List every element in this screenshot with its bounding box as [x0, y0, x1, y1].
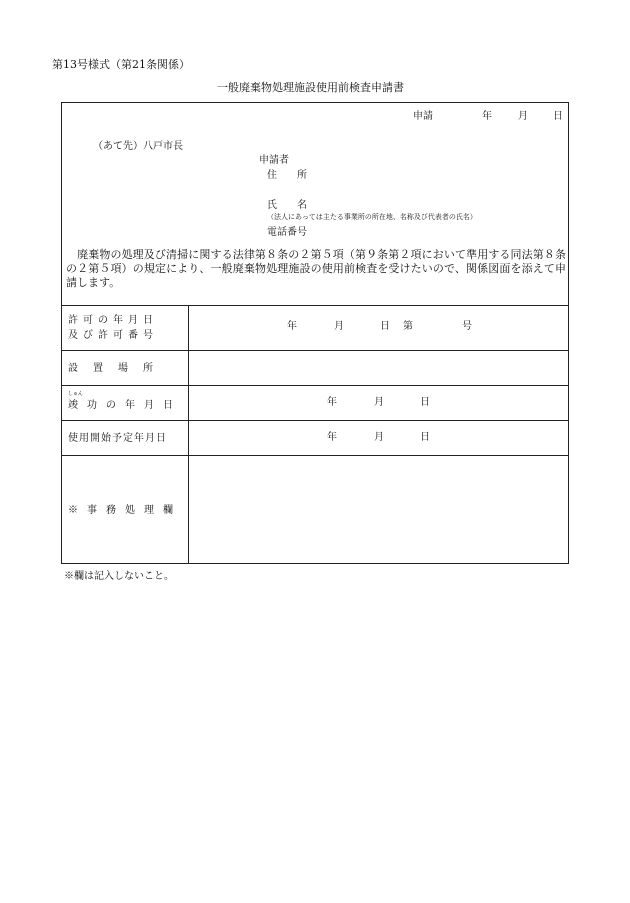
applicant-phone-label: 電話番号 [267, 227, 307, 238]
row-divider-3 [62, 420, 568, 421]
application-year-label: 年 [482, 111, 492, 122]
permit-month: 月 [334, 321, 344, 332]
completion-ruby: しゅん [68, 391, 84, 397]
row-divider-2 [62, 385, 568, 386]
application-month-label: 月 [518, 111, 528, 122]
page-title: 一般廃棄物処理施設使用前検査申請書 [217, 81, 404, 94]
form-number: 第13号様式（第21条関係） [52, 58, 190, 71]
footnote: ※欄は記入しないこと。 [64, 571, 174, 582]
location-label: 設置場所 [68, 363, 168, 374]
application-form [61, 102, 569, 564]
permit-year: 年 [287, 321, 297, 332]
applicant-name-note: （法人にあっては主たる事業所の所在地、名称及び代表者の氏名） [267, 213, 477, 221]
completion-date-label: 竣功の年月日 [68, 400, 182, 411]
permit-date-label: 許可の年月日 [68, 315, 158, 326]
row-divider-1 [62, 350, 568, 351]
office-use-label: ※事務処理欄 [68, 505, 182, 516]
permit-go: 号 [462, 321, 472, 332]
row-divider-4 [62, 455, 568, 456]
permit-day: 日 [380, 321, 390, 332]
completion-day: 日 [420, 397, 430, 408]
applicant-name-label: 氏 名 [267, 200, 307, 211]
addressee: （あて先）八戸市長 [93, 141, 183, 152]
application-day-label: 日 [553, 111, 563, 122]
applicant-heading: 申請者 [259, 155, 289, 166]
permit-number-label: 及び許可番号 [68, 330, 158, 341]
applicant-address-label: 住 所 [267, 170, 307, 181]
permit-dai: 第 [403, 321, 413, 332]
application-statement: 廃棄物の処理及び清掃に関する法律第８条の２第５項（第９条第２項において準用する同法第８条の２第５項）の規定により、一般廃棄物処理施設の使用前検査を受けたいので、関係図面を添えて申請します。 [66, 248, 566, 289]
start-day: 日 [420, 432, 430, 443]
column-divider [188, 305, 189, 563]
start-month: 月 [374, 432, 384, 443]
application-date-label: 申請 [413, 111, 433, 122]
start-date-label: 使用開始予定年月日 [68, 433, 167, 444]
completion-month: 月 [374, 397, 384, 408]
start-year: 年 [327, 432, 337, 443]
completion-year: 年 [327, 397, 337, 408]
table-top-line [62, 305, 568, 306]
